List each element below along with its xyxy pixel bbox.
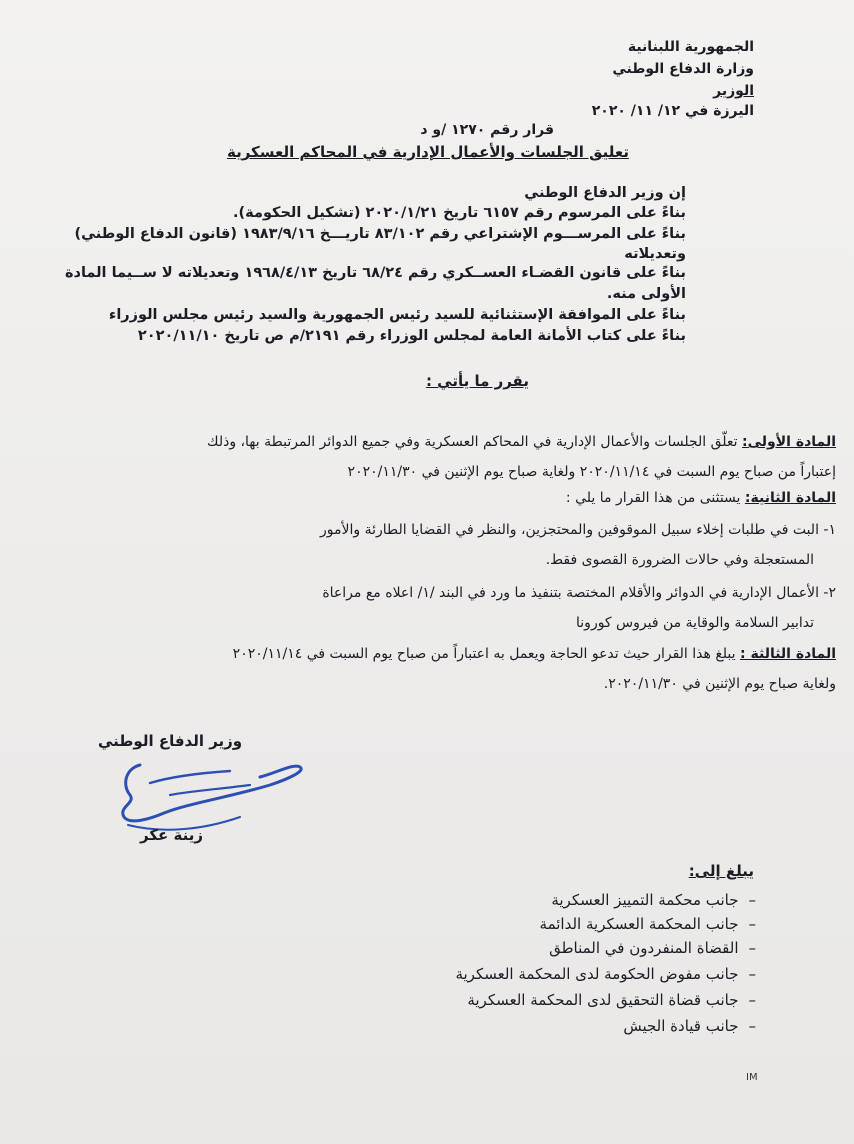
distribution-item (549, 936, 756, 960)
preamble-line: بناءً على الموافقة الإستثنائية للسيد رئيس الجمهورية والسيد رئيس مجلس الوزراء (108, 307, 686, 323)
list-dash: – (748, 991, 756, 1009)
decision-subject: تعليق الجلسات والأعمال الإدارية في المحاكم العسكرية (226, 143, 629, 161)
signature-name: زينة عكر (140, 826, 204, 844)
distribution-item-text: جانب مفوض الحكومة لدى المحكمة العسكرية (455, 965, 739, 983)
distribution-heading: يبلغ إلى: (688, 862, 754, 880)
preamble-line: الأولى منه. (606, 286, 686, 302)
distribution-item-text: القضاة المنفردون في المناطق (549, 939, 739, 957)
distribution-item (623, 1014, 756, 1038)
preamble-line: بناءً على قانون القضـاء العســكري رقم ٦٨/٢٤ تاريخ ١٩٦٨/٤/١٣ وتعديلاته لا ســيما المادة (64, 265, 686, 281)
list-dash: – (748, 915, 756, 933)
list-dash: – (748, 965, 756, 983)
preamble-line: وتعديلاته (624, 246, 686, 262)
article-2 (566, 488, 836, 508)
decision-number: قرار رقم ١٢٧٠ /و د (420, 122, 554, 138)
header-country: الجمهورية اللبنانية (627, 39, 754, 55)
article-2-label: المادة الثانية: (744, 490, 836, 506)
article-3-line-2: ولغاية صباح يوم الإثنين في ٢٠٢٠/١١/٣٠. (603, 676, 836, 692)
preamble-line: بناءً على كتاب الأمانة العامة لمجلس الوزراء رقم ٢١٩١/م ص تاريخ ٢٠٢٠/١١/١٠ (137, 328, 686, 344)
list-dash: – (748, 891, 756, 909)
distribution-item-text: جانب محكمة التمييز العسكرية (551, 891, 739, 909)
article-1-text: تعلّق الجلسات والأعمال الإدارية في المحاكم العسكرية وفي جميع الدوائر المرتبطة بها، وذلك (207, 434, 738, 450)
list-dash: – (748, 939, 756, 957)
article-2-item-2: ٢- الأعمال الإدارية في الدوائر والأقلام المختصة بتنفيذ ما ورد في البند /١/ اعلاه مع مراعاة (322, 585, 836, 601)
article-2-item-1-cont: المستعجلة وفي حالات الضرورة القصوى فقط. (545, 552, 814, 568)
distribution-item (455, 962, 756, 986)
distribution-item-text: جانب قيادة الجيش (623, 1017, 739, 1035)
distribution-item (540, 912, 756, 936)
distribution-item (467, 988, 756, 1012)
distribution-item-text: جانب المحكمة العسكرية الدائمة (539, 915, 739, 933)
article-3-text: يبلغ هذا القرار حيث تدعو الحاجة ويعمل به اعتباراً من صباح يوم السبت في ٢٠٢٠/١١/١٤ (232, 646, 736, 662)
article-1 (207, 432, 836, 452)
preamble-line: بناءً على المرســـوم الإشتراعي رقم ٨٣/١٠٢ تاريـــخ ١٩٨٣/٩/١٦ (قانون الدفاع الوطني) (74, 226, 686, 242)
header-ministry: وزارة الدفاع الوطني (612, 61, 754, 77)
decides-heading: يقرر ما يأتي : (425, 372, 529, 390)
list-dash: – (748, 1017, 756, 1035)
distribution-item-text: جانب قضاة التحقيق لدى المحكمة العسكرية (467, 991, 739, 1009)
article-3 (233, 644, 836, 664)
header-minister: الوزير (713, 83, 754, 99)
footer-mark: IM (746, 1072, 758, 1083)
preamble-opening: إن وزير الدفاع الوطني (524, 185, 686, 201)
signature-title: وزير الدفاع الوطني (98, 732, 243, 750)
article-2-text: يستثنى من هذا القرار ما يلي : (565, 490, 741, 506)
article-2-item-1: ١- البت في طلبات إخلاء سبيل الموقوفين والمحتجزين، والنظر في القضايا الطارئة والأمور (320, 522, 836, 538)
header-place-date: اليرزة في ١٢/ ١١/ ٢٠٢٠ (591, 103, 754, 119)
distribution-item (551, 888, 756, 912)
article-1-label: المادة الأولى: (742, 434, 836, 450)
article-2-item-2-cont: تدابير السلامة والوقاية من فيروس كورونا (576, 615, 814, 631)
preamble-line: بناءً على المرسوم رقم ٦١٥٧ تاريخ ٢٠٢٠/١/٢١ (تشكيل الحكومة). (233, 205, 686, 221)
article-1-line-2: إعتباراً من صباح يوم السبت في ٢٠٢٠/١١/١٤ ولغاية صباح يوم الإثنين في ٢٠٢٠/١١/٣٠ (347, 464, 836, 480)
article-3-label: المادة الثالثة : (740, 646, 836, 662)
